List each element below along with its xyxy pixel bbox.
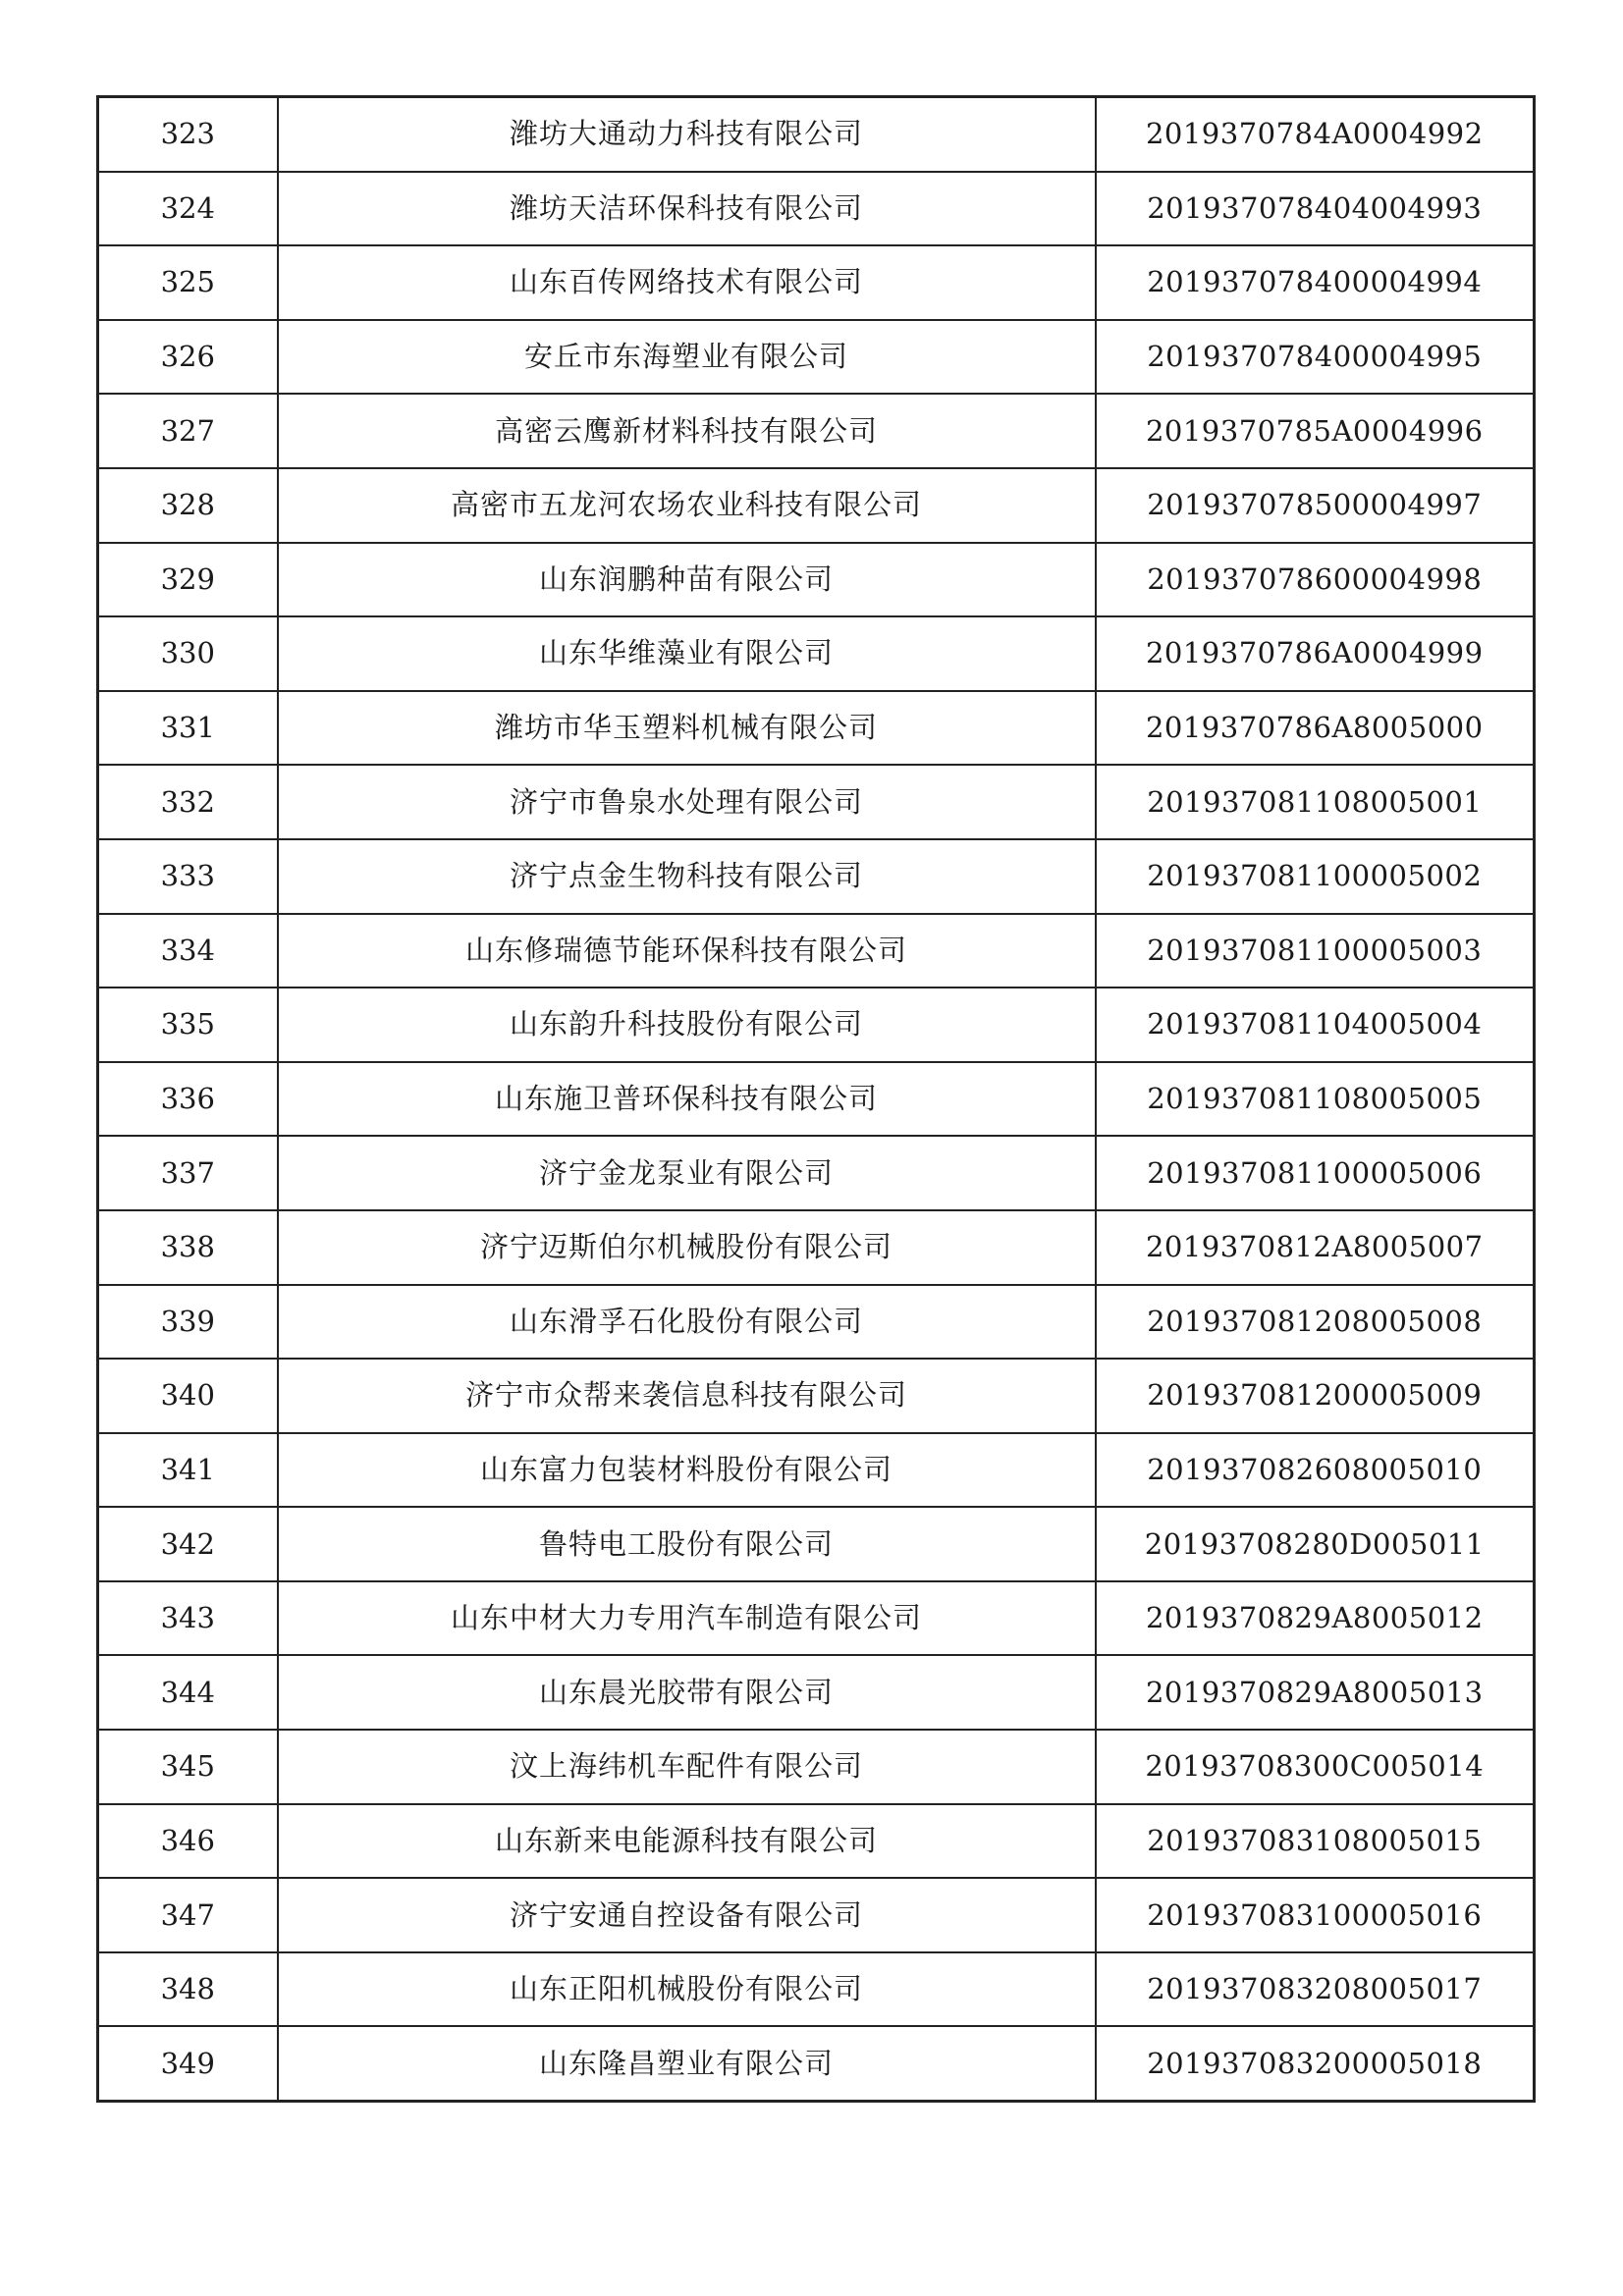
registration-code-cell: 201937081108005005 [1096, 1062, 1535, 1137]
table-row [98, 765, 1535, 839]
row-number-cell: 334 [98, 914, 278, 988]
table-row [98, 1136, 1535, 1210]
row-number-cell: 343 [98, 1581, 278, 1656]
registration-code-cell: 201937078400004995 [1096, 320, 1535, 395]
company-name-cell: 山东滑孚石化股份有限公司 [278, 1285, 1096, 1360]
table-row [98, 1730, 1535, 1804]
row-number-cell: 333 [98, 839, 278, 914]
row-number-cell: 330 [98, 616, 278, 691]
registration-code-cell: 201937078600004998 [1096, 543, 1535, 617]
registration-code-cell: 2019370785A0004996 [1096, 394, 1535, 468]
table-row [98, 616, 1535, 691]
registration-code-cell: 20193708300C005014 [1096, 1730, 1535, 1804]
company-name-cell: 济宁安通自控设备有限公司 [278, 1878, 1096, 1952]
company-name-cell: 安丘市东海塑业有限公司 [278, 320, 1096, 395]
registration-code-cell: 201937082608005010 [1096, 1433, 1535, 1508]
table-row [98, 691, 1535, 766]
row-number-cell: 346 [98, 1804, 278, 1879]
company-name-cell: 汶上海纬机车配件有限公司 [278, 1730, 1096, 1804]
company-name-cell: 鲁特电工股份有限公司 [278, 1507, 1096, 1581]
registration-code-cell: 20193708280D005011 [1096, 1507, 1535, 1581]
row-number-cell: 349 [98, 2026, 278, 2101]
registration-code-cell: 201937081200005009 [1096, 1359, 1535, 1433]
row-number-cell: 328 [98, 468, 278, 543]
registration-code-cell: 201937081208005008 [1096, 1285, 1535, 1360]
row-number-cell: 336 [98, 1062, 278, 1137]
company-name-cell: 高密市五龙河农场农业科技有限公司 [278, 468, 1096, 543]
table-row [98, 914, 1535, 988]
company-name-cell: 济宁市鲁泉水处理有限公司 [278, 765, 1096, 839]
registration-code-cell: 2019370829A8005012 [1096, 1581, 1535, 1656]
company-name-cell: 山东新来电能源科技有限公司 [278, 1804, 1096, 1879]
row-number-cell: 325 [98, 245, 278, 320]
company-name-cell: 济宁迈斯伯尔机械股份有限公司 [278, 1210, 1096, 1285]
company-name-cell: 济宁市众帮来袭信息科技有限公司 [278, 1359, 1096, 1433]
row-number-cell: 341 [98, 1433, 278, 1508]
table-row [98, 2026, 1535, 2101]
registration-code-cell: 2019370784A0004992 [1096, 97, 1535, 172]
company-name-cell: 济宁金龙泵业有限公司 [278, 1136, 1096, 1210]
registration-code-cell: 2019370786A0004999 [1096, 616, 1535, 691]
registration-code-cell: 201937081104005004 [1096, 988, 1535, 1062]
company-name-cell: 高密云鹰新材料科技有限公司 [278, 394, 1096, 468]
row-number-cell: 347 [98, 1878, 278, 1952]
company-name-cell: 山东晨光胶带有限公司 [278, 1655, 1096, 1730]
registration-code-cell: 201937081100005003 [1096, 914, 1535, 988]
table-row [98, 1581, 1535, 1656]
registration-code-cell: 201937083108005015 [1096, 1804, 1535, 1879]
table-row [98, 1655, 1535, 1730]
table-row [98, 1804, 1535, 1879]
company-name-cell: 潍坊大通动力科技有限公司 [278, 97, 1096, 172]
registration-code-cell: 201937083100005016 [1096, 1878, 1535, 1952]
row-number-cell: 331 [98, 691, 278, 766]
company-name-cell: 潍坊天洁环保科技有限公司 [278, 172, 1096, 246]
table-row [98, 1507, 1535, 1581]
row-number-cell: 323 [98, 97, 278, 172]
row-number-cell: 326 [98, 320, 278, 395]
company-name-cell: 山东润鹏种苗有限公司 [278, 543, 1096, 617]
company-name-cell: 山东隆昌塑业有限公司 [278, 2026, 1096, 2101]
row-number-cell: 327 [98, 394, 278, 468]
row-number-cell: 339 [98, 1285, 278, 1360]
row-number-cell: 345 [98, 1730, 278, 1804]
table-row [98, 394, 1535, 468]
company-name-cell: 山东华维藻业有限公司 [278, 616, 1096, 691]
table-row [98, 543, 1535, 617]
company-name-cell: 山东正阳机械股份有限公司 [278, 1952, 1096, 2027]
registration-code-cell: 201937081108005001 [1096, 765, 1535, 839]
table-row [98, 320, 1535, 395]
registration-code-cell: 2019370786A8005000 [1096, 691, 1535, 766]
company-name-cell: 山东富力包装材料股份有限公司 [278, 1433, 1096, 1508]
row-number-cell: 335 [98, 988, 278, 1062]
row-number-cell: 332 [98, 765, 278, 839]
row-number-cell: 344 [98, 1655, 278, 1730]
registration-code-cell: 201937083200005018 [1096, 2026, 1535, 2101]
table-row [98, 468, 1535, 543]
row-number-cell: 348 [98, 1952, 278, 2027]
company-name-cell: 山东修瑞德节能环保科技有限公司 [278, 914, 1096, 988]
row-number-cell: 324 [98, 172, 278, 246]
registration-code-cell: 2019370829A8005013 [1096, 1655, 1535, 1730]
table-row [98, 1285, 1535, 1360]
registration-code-cell: 2019370812A8005007 [1096, 1210, 1535, 1285]
registration-code-cell: 201937083208005017 [1096, 1952, 1535, 2027]
company-name-cell: 山东施卫普环保科技有限公司 [278, 1062, 1096, 1137]
company-name-cell: 山东中材大力专用汽车制造有限公司 [278, 1581, 1096, 1656]
table-row [98, 97, 1535, 172]
table-row [98, 1952, 1535, 2027]
registration-code-cell: 201937081100005006 [1096, 1136, 1535, 1210]
row-number-cell: 329 [98, 543, 278, 617]
company-name-cell: 济宁点金生物科技有限公司 [278, 839, 1096, 914]
registration-code-cell: 201937078500004997 [1096, 468, 1535, 543]
table-row [98, 1062, 1535, 1137]
registration-code-cell: 201937078400004994 [1096, 245, 1535, 320]
table-row [98, 1433, 1535, 1508]
row-number-cell: 337 [98, 1136, 278, 1210]
table-row [98, 1878, 1535, 1952]
table-row [98, 172, 1535, 246]
row-number-cell: 342 [98, 1507, 278, 1581]
table-row [98, 1210, 1535, 1285]
row-number-cell: 338 [98, 1210, 278, 1285]
table-row [98, 988, 1535, 1062]
table-row [98, 1359, 1535, 1433]
registration-code-cell: 201937078404004993 [1096, 172, 1535, 246]
registration-code-cell: 201937081100005002 [1096, 839, 1535, 914]
company-register-table [96, 95, 1536, 2103]
row-number-cell: 340 [98, 1359, 278, 1433]
company-name-cell: 山东韵升科技股份有限公司 [278, 988, 1096, 1062]
table-row [98, 245, 1535, 320]
table-body [98, 97, 1535, 2102]
table-row [98, 839, 1535, 914]
company-name-cell: 山东百传网络技术有限公司 [278, 245, 1096, 320]
company-name-cell: 潍坊市华玉塑料机械有限公司 [278, 691, 1096, 766]
